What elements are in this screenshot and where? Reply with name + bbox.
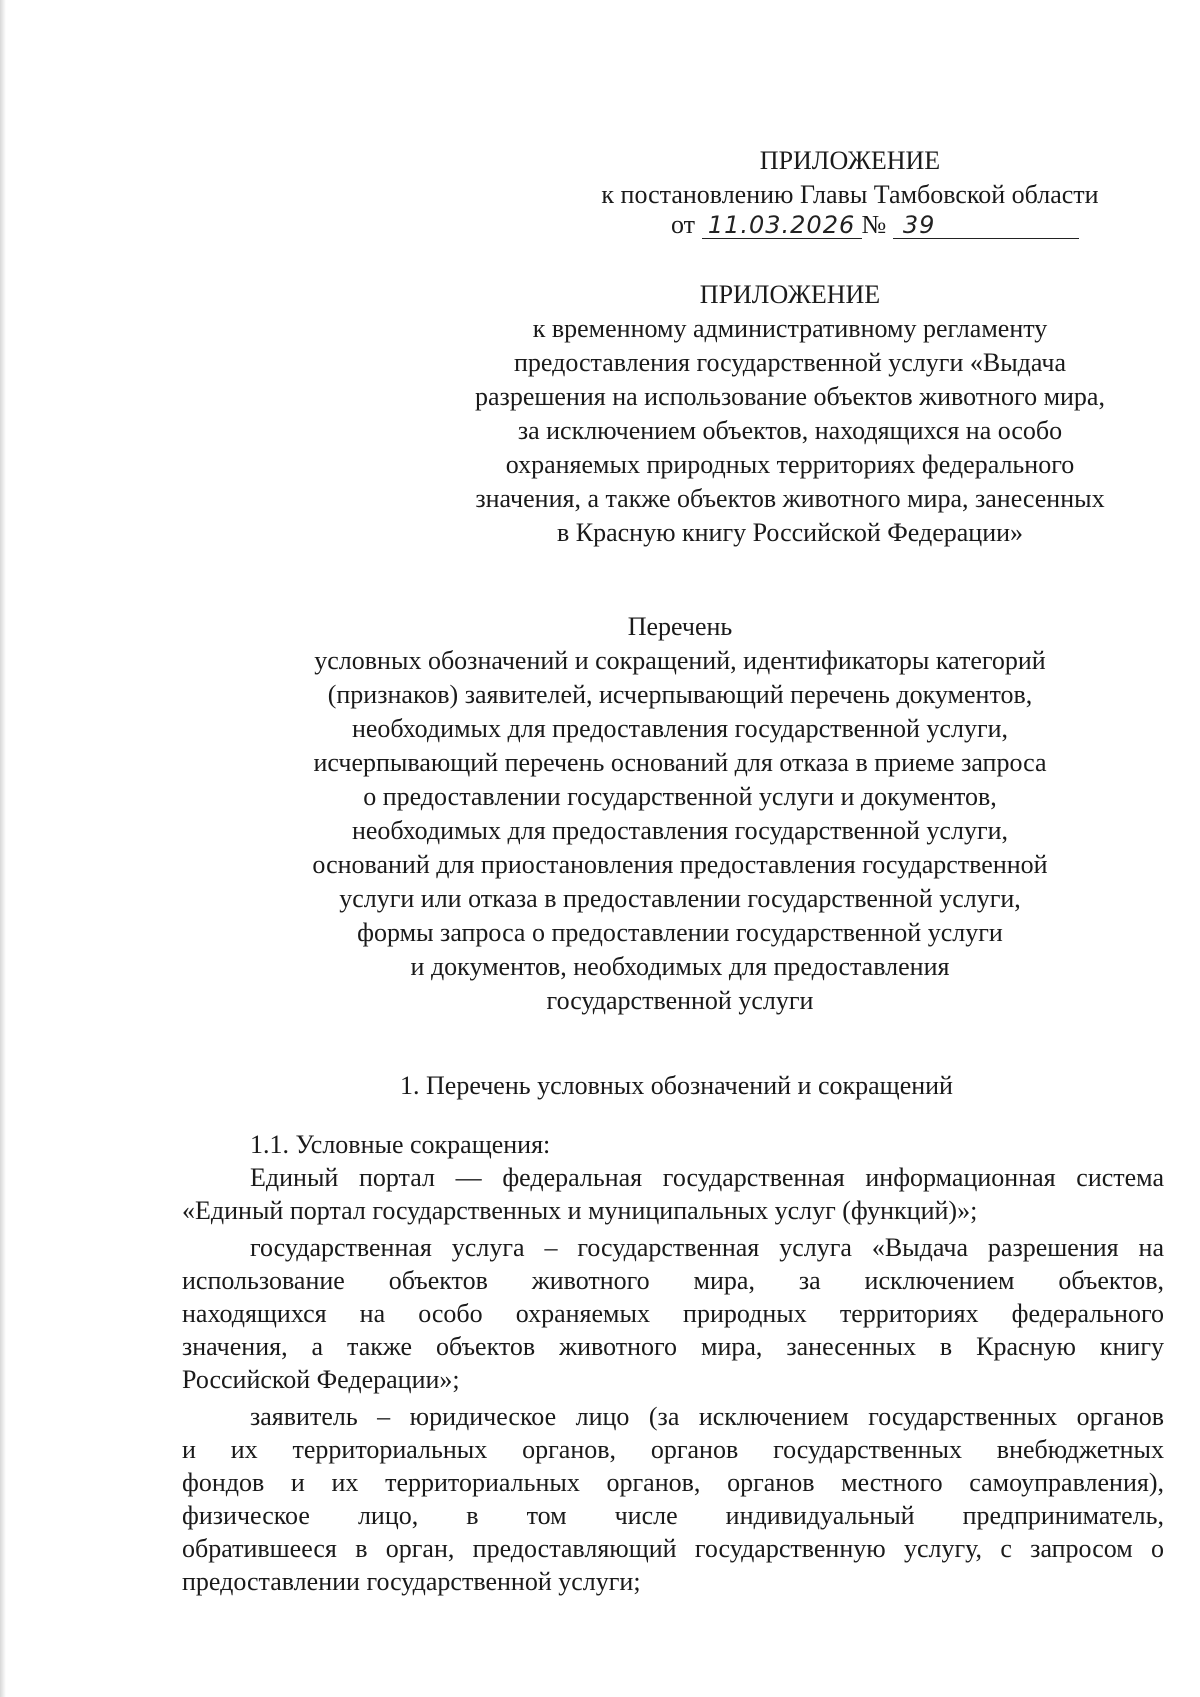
definition-applicant [182, 1400, 1164, 1598]
list-heading: Перечень [627, 612, 733, 641]
appendix-line: предоставления государственной услуги «Выдача [513, 348, 1067, 377]
body-line: физическое лицо, в том числе индивидуальный предприниматель, [182, 1501, 1164, 1530]
appendix-line: значения, а также объектов животного мира, занесенных [475, 484, 1105, 513]
header-block [560, 144, 1140, 212]
list-title-line: условных обозначений и сокращений, идентификаторы категорий [314, 646, 1046, 675]
body-line: находящихся на особо охраняемых природных территориях федерального [182, 1299, 1164, 1328]
list-title-line: оснований для приостановления предоставления государственной [312, 850, 1048, 879]
appendix-line: за исключением объектов, находящихся на особо [517, 416, 1063, 445]
body-line: государственная услуга – государственная услуга «Выдача разрешения на [250, 1233, 1164, 1262]
body-line: «Единый портал государственных и муниципальных услуг (функций)»; [182, 1196, 978, 1225]
list-title-block [250, 610, 1110, 1018]
list-title-line: необходимых для предоставления государственной услуги, [351, 714, 1009, 743]
appendix-line: охраняемых природных территориях федерального [505, 450, 1075, 479]
body-line: Единый портал — федеральная государственная информационная система [250, 1163, 1164, 1192]
body-line: заявитель – юридическое лицо (за исключением государственных органов [250, 1402, 1164, 1431]
definition-service [182, 1231, 1164, 1396]
handwritten-number: 39 [893, 212, 1079, 239]
header-title: ПРИЛОЖЕНИЕ [759, 146, 941, 175]
section-body [182, 1128, 1164, 1598]
date-prefix: от [671, 210, 696, 239]
section-heading-block [400, 1069, 1080, 1103]
body-line: предоставлении государственной услуги; [182, 1567, 641, 1596]
list-title-line: услуги или отказа в предоставлении государственной услуги, [339, 884, 1021, 913]
body-line: фондов и их территориальных органов, органов местного самоуправления), [182, 1468, 1164, 1497]
list-title-line: и документов, необходимых для предоставления [410, 952, 950, 981]
scan-edge [0, 0, 6, 1697]
body-line: Российской Федерации»; [182, 1365, 460, 1394]
list-title-line: государственной услуги [546, 986, 814, 1015]
list-title-line: о предоставлении государственной услуги и документов, [363, 782, 997, 811]
list-title-line: формы запроса о предоставлении государственной услуги [357, 918, 1003, 947]
body-line: обратившееся в орган, предоставляющий государственную услугу, с запросом о [182, 1534, 1164, 1563]
list-title-line: исчерпывающий перечень оснований для отказа в приеме запроса [313, 748, 1047, 777]
subheading: 1.1. Условные сокращения: [250, 1130, 551, 1159]
definition-portal [182, 1161, 1164, 1227]
appendix-line: к временному административному регламенту [532, 314, 1048, 343]
body-line: использование объектов животного мира, за исключением объектов, [182, 1266, 1164, 1295]
handwritten-date: 11.03.2026 [702, 212, 862, 239]
body-line: и их территориальных органов, органов государственных внебюджетных [182, 1435, 1164, 1464]
body-line: значения, а также объектов животного мира, занесенных в Красную книгу [182, 1332, 1164, 1361]
list-title-line: (признаков) заявителей, исчерпывающий перечень документов, [327, 680, 1033, 709]
appendix-line: разрешения на использование объектов животного мира, [475, 382, 1105, 411]
header-line2: к постановлению Главы Тамбовской области [601, 180, 1099, 209]
appendix-block [440, 278, 1140, 550]
list-title-line: необходимых для предоставления государственной услуги, [351, 816, 1009, 845]
section-heading: 1. Перечень условных обозначений и сокращений [400, 1071, 953, 1100]
header-date-line [671, 208, 1079, 242]
appendix-title: ПРИЛОЖЕНИЕ [699, 280, 881, 309]
appendix-line: в Красную книгу Российской Федерации» [556, 518, 1024, 547]
number-sign: № [861, 210, 887, 239]
